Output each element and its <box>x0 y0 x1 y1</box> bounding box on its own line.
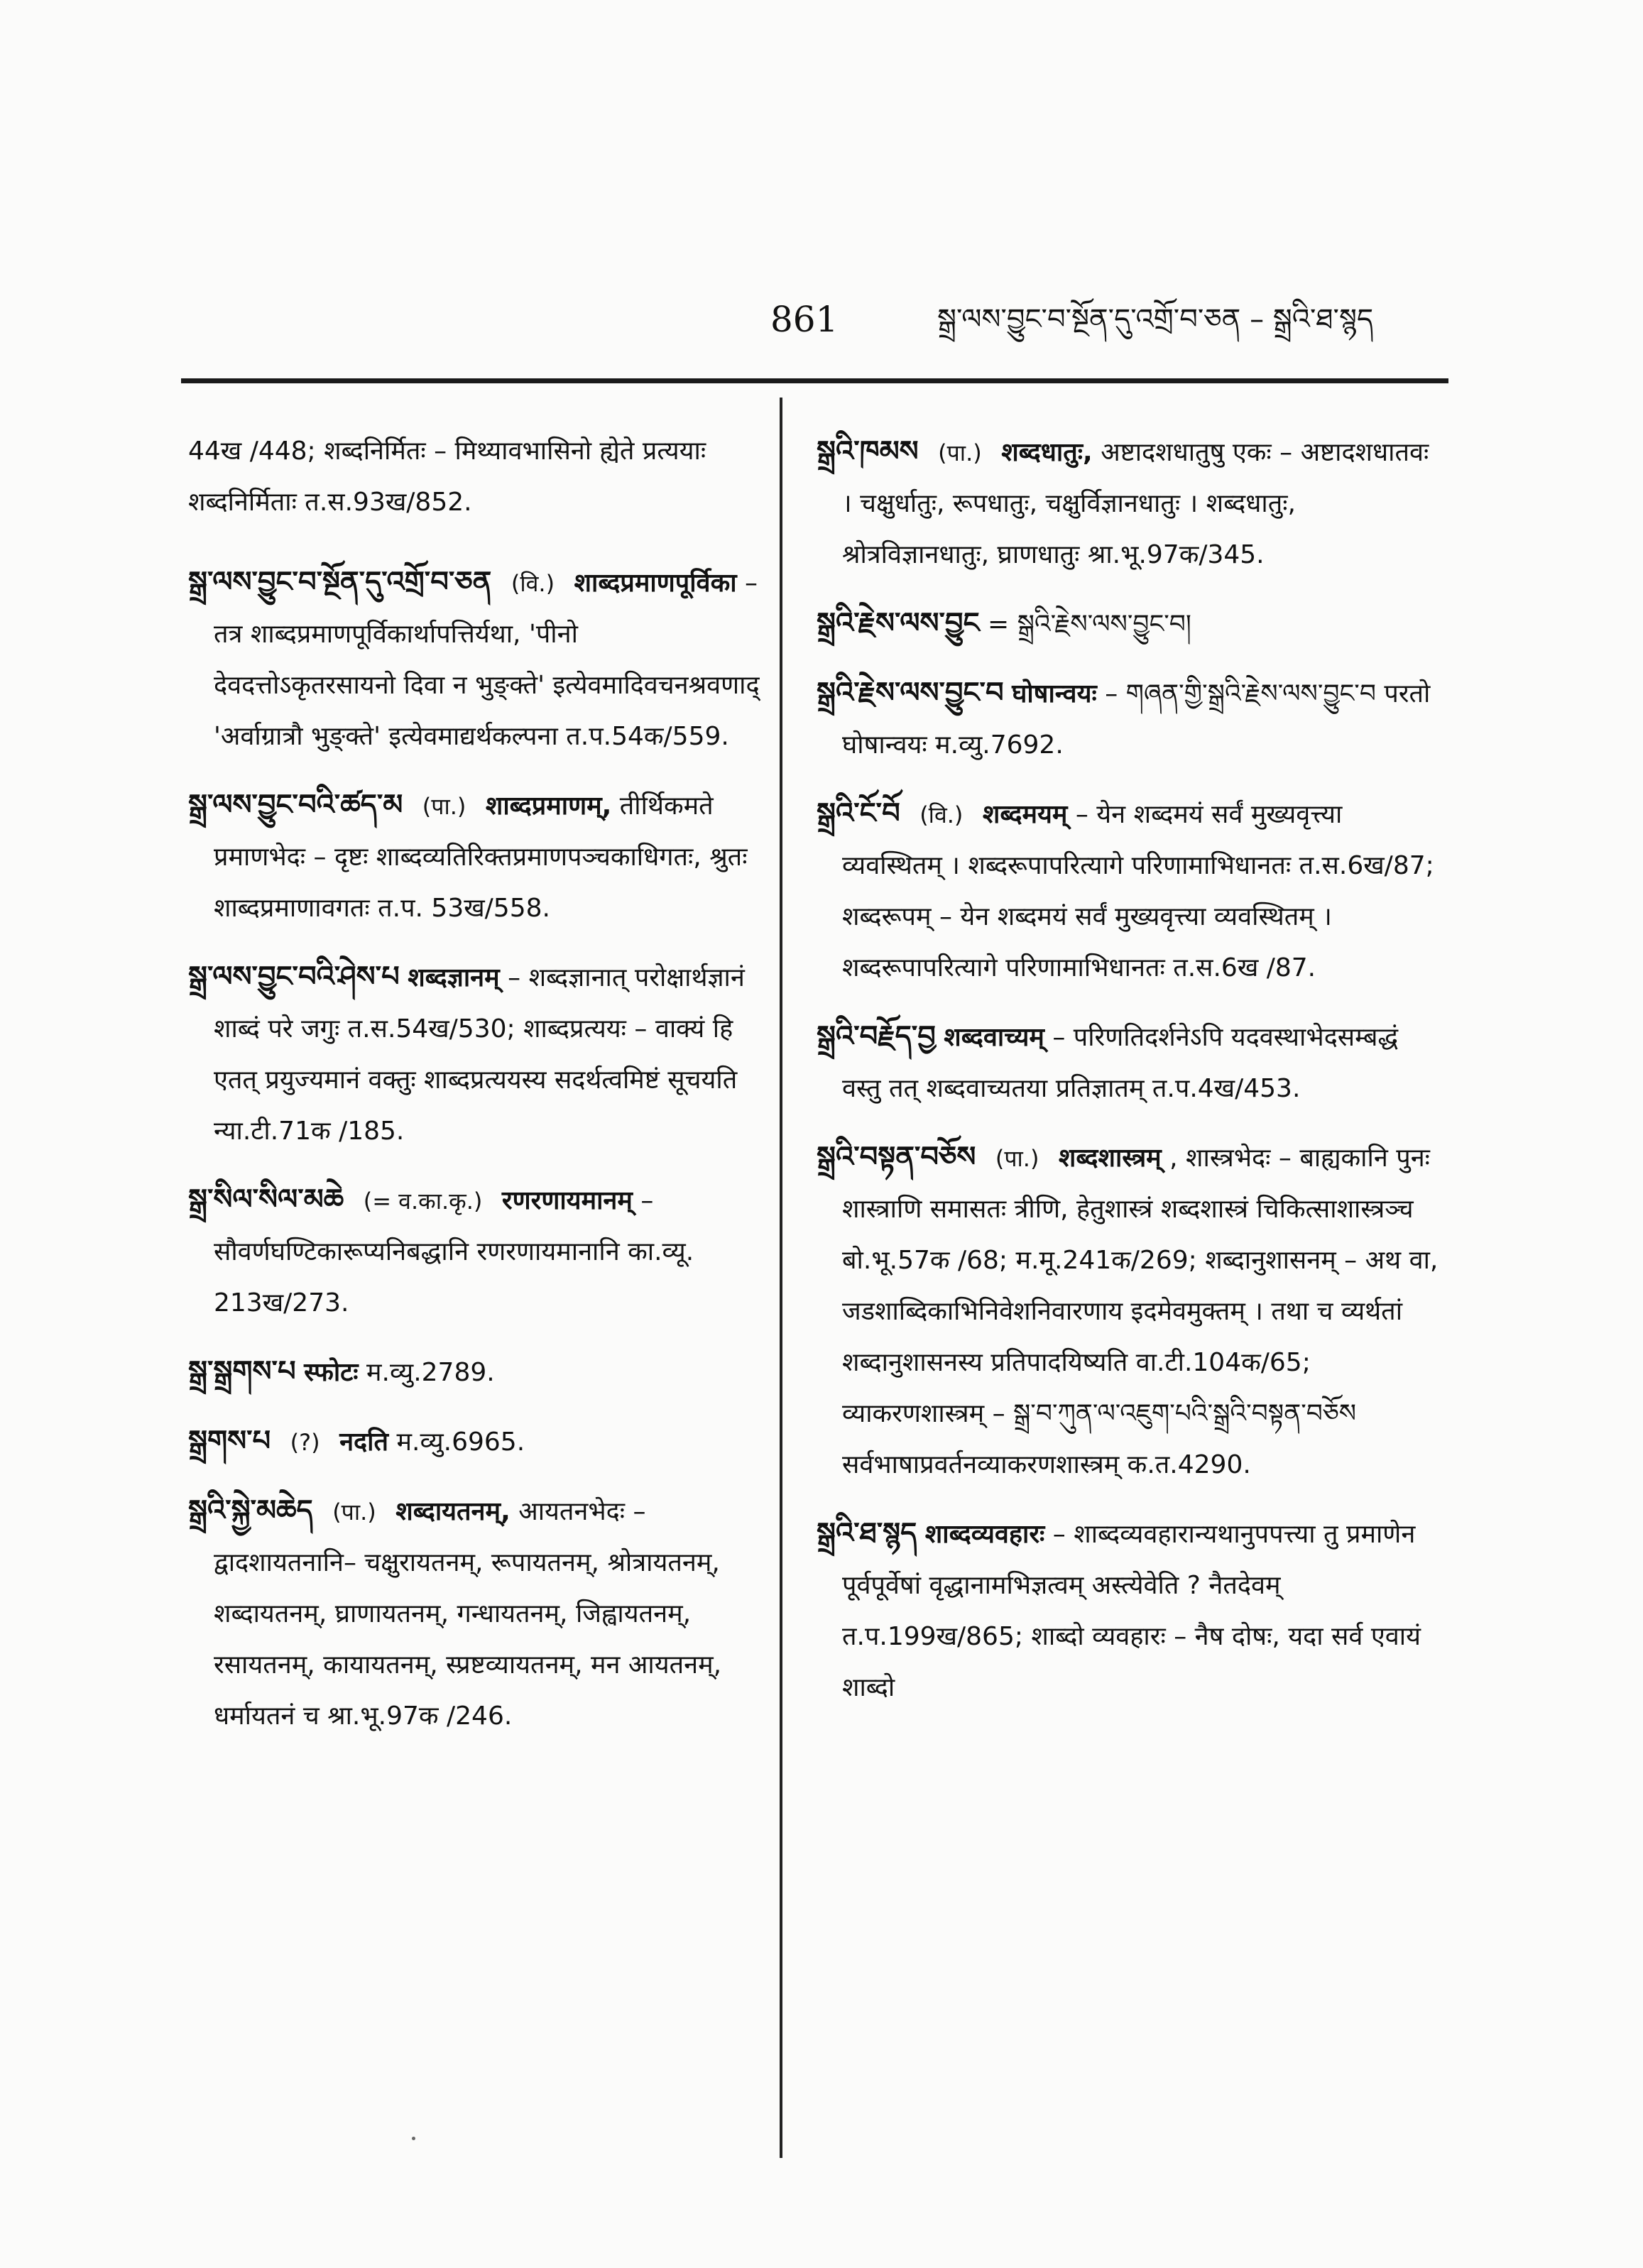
entry-body: अष्टादशधातुषु एकः – अष्टादशधातवः । चक्षुर्धातुः, रूपधातुः, चक्षुर्विज्ञानधातुः । शब्दधातुः, श्रोत्रविज्ञानधातुः, घ्राणधातुः श्रा.भू.97क/345. <box>842 438 1429 569</box>
entry-grammar-tag: (= व.का.कृ.) <box>363 1188 483 1215</box>
dictionary-entry <box>817 598 1441 650</box>
entry-body: – येन शब्दमयं सर्वं मुख्यवृत्त्या व्यवस्थितम् । शब्दरूपापरित्यागे परिणामाभिधानतः त.स.6ख/87; शब्दरूपम् – येन शब्दमयं सर्वं मुख्यवृत्त्या व्यवस्थितम् । शब्दरूपापरित्यागे परिणामाभिधानतः त.स.6ख /87. <box>842 800 1434 982</box>
entry-grammar-tag: (वि.) <box>919 801 964 828</box>
scan-mark <box>412 2137 415 2140</box>
entry-headword: སྒྲའི་ཁམས <box>817 435 919 468</box>
column-divider <box>780 398 782 2158</box>
entry-grammar-tag: (पा.) <box>332 1499 376 1525</box>
entry-body: – तत्र शाब्दप्रमाणपूर्विकार्थापत्तिर्यथा, 'पीनो देवदत्तोऽकृतरसायनो दिवा न भुङ्क्ते' इत्येवमादिवचनश्रवणाद् 'अर्वाग्रात्रौ भुङ्क्ते' इत्येवमाद्यर्थकल्पना त.प.54क/559. <box>214 569 760 751</box>
continuation-text: 44ख /448; शब्दनिर्मितः – मिथ्यावभासिनो ह्येते प्रत्ययाः शब्दनिर्मिताः त.स.93ख/852. <box>188 437 706 517</box>
entry-lemma: शाब्दव्यवहारः <box>924 1520 1045 1549</box>
entry-body: म.व्यु.6965. <box>396 1428 525 1457</box>
dictionary-entry <box>188 1485 763 1742</box>
entry-body: तीर्थिकमते प्रमाणभेदः – दृष्टः शाब्दव्यतिरिक्तप्रमाणपञ्चकाधिगतः, श्रुतः शाब्दप्रमाणावगतः त.प. 53ख/558. <box>214 791 748 923</box>
entry-headword: སྒྲའི་རྗེས་ལས་བྱུང <box>817 607 980 640</box>
left-entries-list <box>188 557 763 1742</box>
entry-body: म.व्यु.2789. <box>366 1358 495 1387</box>
dictionary-entry <box>188 779 763 934</box>
entry-grammar-tag: (पा.) <box>938 439 982 466</box>
entry-body: – शब्दज्ञानात् परोक्षार्थज्ञानं शाब्दं परे जगुः त.स.54ख/530; शाब्दप्रत्ययः – वाक्यं हि एतत् प्रयुज्यमानं वक्तुः शाब्दप्रत्ययस्य सदर्थत्वमिष्टं सूचयति न्या.टी.71क /185. <box>214 963 745 1146</box>
entry-headword: སྒྲགས་པ <box>188 1425 271 1457</box>
entry-body: – གཞན་གྱི་སྒྲའི་རྗེས་ལས་བྱུང་བ परतो घोषान्वयः म.व्यु.7692. <box>842 679 1431 760</box>
running-head: སྒྲ་ལས་བྱུང་བ་སྔོན་དུ་འགྲོ་བ་ཅན – སྒྲའི་ཐ་སྙད <box>937 303 1374 336</box>
dictionary-entry <box>188 1174 763 1329</box>
dictionary-entry <box>817 788 1441 994</box>
page-number: 861 <box>770 299 839 340</box>
entry-grammar-tag: (वि.) <box>511 570 555 597</box>
entry-lemma: घोषान्वयः <box>1012 679 1097 708</box>
dictionary-entry <box>817 426 1441 581</box>
entry-lemma: शब्दायतनम्, <box>395 1497 511 1526</box>
entry-headword: སྒྲའི་བསྟན་བཅོས <box>817 1141 976 1173</box>
entry-lemma: शब्दशास्त्रम् <box>1058 1144 1162 1173</box>
entry-headword: སྒྲ་སིལ་སིལ་མཆེ <box>188 1183 344 1216</box>
entry-lemma: शब्दधातुः, <box>1001 438 1093 467</box>
entry-body: = སྒྲའི་རྗེས་ལས་བྱུང་བ། <box>988 610 1191 639</box>
entry-headword: སྒྲའི་སྐྱེ་མཆེད <box>188 1494 313 1527</box>
entry-lemma: शाब्दप्रमाणपूर्विका <box>574 569 737 598</box>
dictionary-entry <box>817 1132 1441 1491</box>
dictionary-entry <box>188 1415 763 1468</box>
entry-grammar-tag: (पा.) <box>995 1145 1039 1172</box>
dictionary-entry <box>817 667 1441 771</box>
page-header <box>0 291 1643 355</box>
entry-body: – शाब्दव्यवहारान्यथानुपपत्त्या तु प्रमाणेन पूर्वपूर्वेषां वृद्धानामभिज्ञत्वम् अस्त्येवेति ? नैतदेवम् त.प.199ख/865; शाब्दो व्यवहारः – नैष दोषः, यदा सर्व एवायं शाब्दो <box>842 1520 1421 1702</box>
header-rule <box>181 378 1448 383</box>
entry-body: – सौवर्णघण्टिकारूप्यनिबद्धानि रणरणायमानानि का.व्यू. 213ख/273. <box>214 1186 694 1317</box>
entry-grammar-tag: (?) <box>290 1429 320 1456</box>
entry-headword: སྒྲ་སྒྲགས་པ <box>188 1355 296 1388</box>
entry-headword: སྒྲའི་རྗེས་ལས་བྱུང་བ <box>817 676 1004 709</box>
right-entries-list <box>817 426 1441 1714</box>
entry-headword: སྒྲ་ལས་བྱུང་བའི་ཤེས་པ <box>188 960 400 993</box>
entry-body: , शास्त्रभेदः – बाह्यकानि पुनः शास्त्राणि समासतः त्रीणि, हेतुशास्त्रं शब्दशास्त्रं चिकित्साशास्त्रञ्च बो.भू.57क /68; म.मू.241क/269; शब्दानुशासनम् – अथ वा, जडशाब्दिकाभिनिवेशनिवारणाय इदमेवमुक्तम् । तथा च व्यर्थतां शब्दानुशासनस्य प्रतिपादयिष्यति वा.टी.104क/65; व्याकरणशास्त्रम् – སྒྲ་བ་ཀུན་ལ་འཇུག་པའི་སྒྲའི་བསྟན་བཅོས सर्वभाषाप्रवर्तनव्याकरणशास्त्रम् क.त.4290. <box>842 1144 1439 1479</box>
entry-lemma: शब्दवाच्यम् <box>944 1023 1044 1052</box>
entry-body: – परिणतिदर्शनेऽपि यदवस्थाभेदसम्बद्धं वस्तु तत् शब्दवाच्यतया प्रतिज्ञातम् त.प.4ख/453. <box>842 1023 1399 1103</box>
entry-lemma: शब्दज्ञानम् <box>408 963 500 992</box>
entry-lemma: शाब्दप्रमाणम्, <box>485 791 612 821</box>
left-column <box>188 426 763 2158</box>
dictionary-entry <box>188 951 763 1157</box>
entry-lemma: नदति <box>339 1428 389 1457</box>
entry-headword: སྒྲ་ལས་བྱུང་བའི་ཚད་མ <box>188 789 403 821</box>
right-column <box>817 426 1441 2158</box>
dictionary-entry <box>188 557 763 762</box>
dictionary-entry <box>817 1508 1441 1714</box>
dictionary-entry <box>188 1346 763 1398</box>
entry-body: आयतनभेदः – द्वादशायतनानि– चक्षुरायतनम्, रूपायतनम्, श्रोत्रायतनम्, शब्दायतनम्, घ्राणायतनम्, गन्धायतनम्, जिह्वायतनम्, रसायतनम्, कायायतनम्, स्प्रष्टव्यायतनम्, मन आयतनम्, धर्मायतनं च श्रा.भू.97क /246. <box>214 1497 722 1731</box>
entry-headword: སྒྲའི་ཐ་སྙད <box>817 1517 917 1550</box>
entry-headword: སྒྲའི་བརྗོད་བྱ <box>817 1020 936 1053</box>
entry-lemma: स्फोटः <box>304 1358 359 1387</box>
entry-grammar-tag: (पा.) <box>422 793 466 820</box>
entry-lemma: रणरणायमानम् <box>501 1186 633 1215</box>
entry-lemma: शब्दमयम् <box>982 800 1068 829</box>
entry-headword: སྒྲའི་ངོ་བོ <box>817 797 900 830</box>
dictionary-entry <box>817 1011 1441 1114</box>
entry-headword: སྒྲ་ལས་བྱུང་བ་སྔོན་དུ་འགྲོ་བ་ཅན <box>188 566 492 598</box>
